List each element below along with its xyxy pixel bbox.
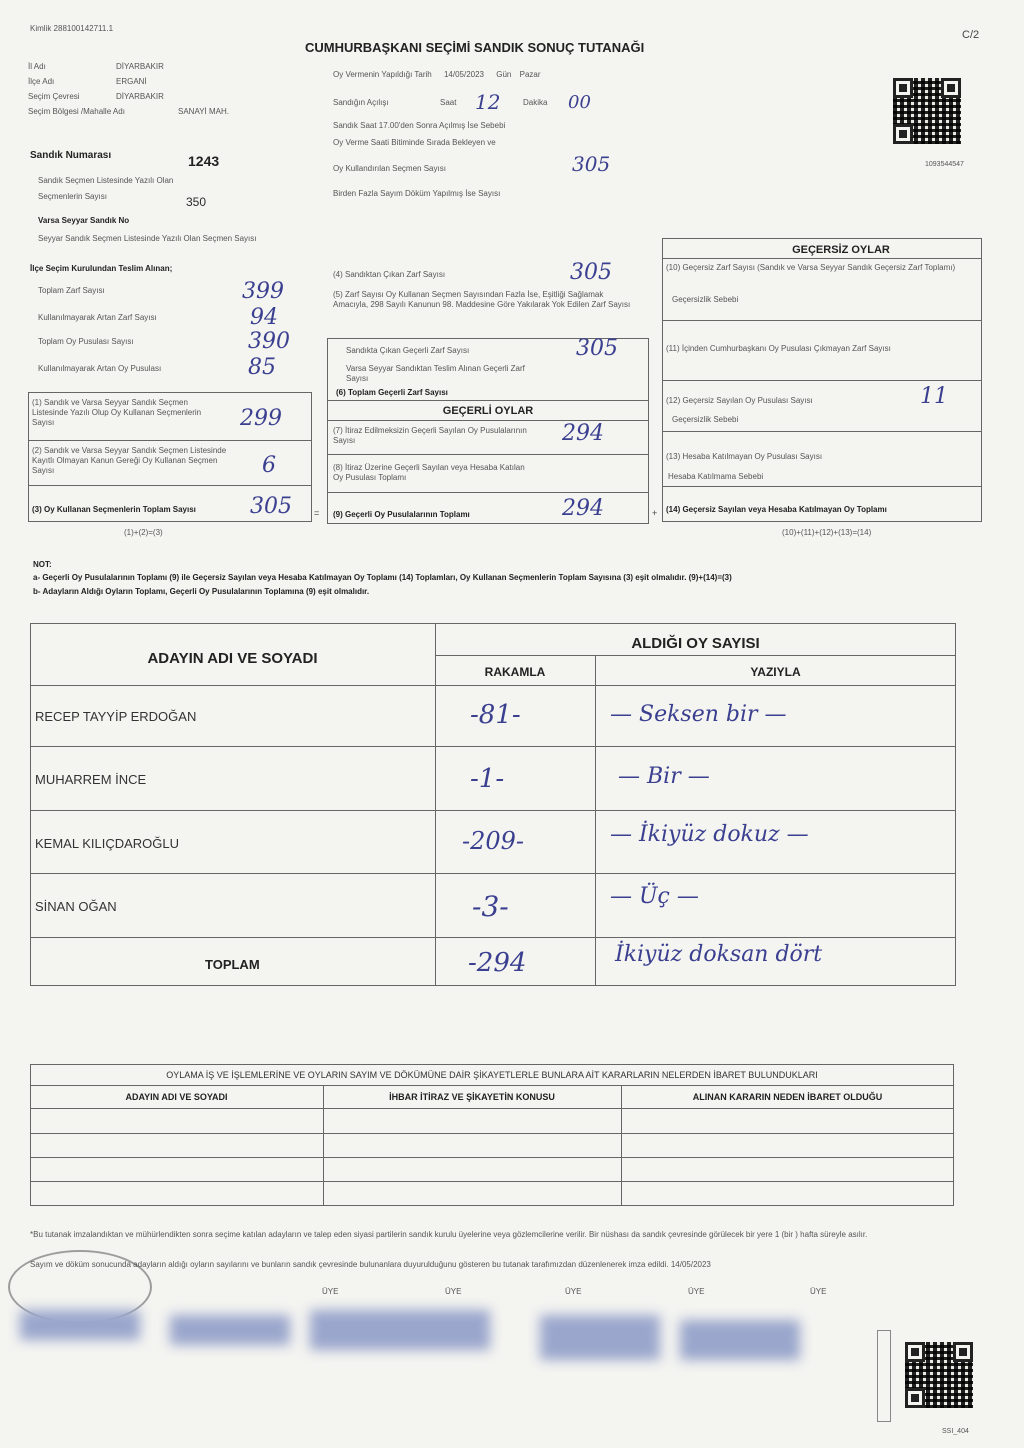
blurred-signatures (20, 1300, 840, 1380)
candidate-votes-numeric: -1- (470, 764, 505, 794)
qr-number: 1093544547 (925, 161, 964, 168)
col-written: YAZIYLA (750, 665, 801, 679)
divider (30, 1085, 954, 1086)
box3-value: 305 (250, 494, 292, 519)
note-b: b- Adayların Aldığı Oyların Toplamı, Geçerli Oy Pusulalarının Toplamına (9) eşit olmalıdır. (33, 587, 370, 596)
col-numeric: RAKAMLA (484, 665, 546, 679)
total-envelopes-value: 399 (242, 279, 284, 304)
neighborhood-row: Seçim Bölgesi /Mahalle Adı SANAYİ MAH. (28, 107, 229, 116)
opening-minute: 00 (568, 92, 591, 113)
plus-sign: + (652, 508, 658, 518)
divider (30, 810, 956, 811)
col-votes: ALDIĞI OY SAYISI (631, 635, 760, 652)
voting-date-row: Oy Vermenin Yapıldığı Tarih 14/05/2023 Gün Pazar (333, 70, 541, 79)
total-envelopes-label: Toplam Zarf Sayısı (38, 286, 105, 295)
total-ballots-label: Toplam Oy Pusulası Sayısı (38, 337, 134, 346)
row12-reason: Geçersizlik Sebebi (672, 415, 739, 424)
opening-label: Sandığın Açılışı (333, 98, 389, 107)
member-label: ÜYE (688, 1287, 705, 1296)
box3-label: (3) Oy Kullanan Seçmenlerin Toplam Sayısı (32, 505, 196, 514)
unused-envelopes-label: Kullanılmayarak Artan Zarf Sayısı (38, 313, 157, 322)
hour-label: Saat (440, 98, 457, 107)
complaints-col2: İHBAR İTİRAZ VE ŞİKAYETİN KONUSU (389, 1092, 555, 1102)
registered-voters-value: 350 (186, 195, 207, 209)
total-votes-written: İkiyüz doksan dört (615, 942, 823, 967)
divider (662, 486, 982, 487)
note-a: a- Geçerli Oy Pusulalarının Toplamı (9) ile Geçersiz Sayılan veya Hesaba Katılmayan Oy Toplamı (14) Toplamları, Oy Kullanan Seçmenlerin Toplam Sayısına (3) eşit olmalıdır. (9)+(14)=(3) (33, 573, 732, 582)
mobile-box-label: Varsa Seyyar Sandık No (38, 216, 130, 225)
divider (323, 1085, 324, 1206)
box2-value: 6 (262, 453, 276, 478)
candidate-name: RECEP TAYYİP ERDOĞAN (35, 709, 197, 724)
received-heading: İlçe Seçim Kurulundan Teslim Alınan; (30, 264, 173, 273)
document-title: CUMHURBAŞKANI SEÇİMİ SANDIK SONUÇ TUTANAĞI (305, 40, 645, 55)
footer-note-2: Sayım ve döküm sonucunda adayların aldığı oyların sayılarını ve bunların sandık çevresinde bulunanlara duyurulduğunu gösteren bu tutanak tarafımızdan düzenlenerek imza edildi. 14/05/2023 (30, 1260, 711, 1269)
candidate-votes-numeric: -209- (462, 827, 525, 855)
qr-finder-icon (893, 124, 913, 144)
row9-label: (9) Geçerli Oy Pusulalarının Toplamı (333, 510, 470, 519)
divider (327, 492, 649, 493)
row14-label: (14) Geçersiz Sayılan veya Hesaba Katılmayan Oy Toplamı (666, 505, 887, 514)
row6b-label: Varsa Seyyar Sandıktan Teslim Alınan Geçerli Zarf Sayısı (346, 364, 525, 383)
divider (30, 1133, 954, 1134)
candidate-votes-numeric: -81- (470, 700, 521, 730)
mobile-box-voters-label: Seyyar Sandık Seçmen Listesinde Yazılı Olan Seçmen Sayısı (38, 234, 257, 243)
row4-label: (4) Sandıktan Çıkan Zarf Sayısı (333, 270, 446, 279)
right-formula: (10)+(11)+(12)+(13)=(14) (782, 528, 872, 537)
box2-label: (2) Sandık ve Varsa Seyyar Sandık Seçmen Listesinde Kayıtlı Olmayan Kanun Gereği Oy Kullanan Seçmen Sayısı (32, 446, 227, 475)
candidate-votes-written: — İkiyüz dokuz — (610, 822, 809, 847)
candidate-votes-numeric: -3- (472, 890, 509, 923)
row6-label: (6) Toplam Geçerli Zarf Sayısı (336, 388, 448, 397)
qr-finder-icon (893, 78, 913, 98)
divider (28, 485, 312, 486)
total-ballots-value: 390 (248, 329, 290, 354)
registered-voters-label2: Seçmenlerin Sayısı (38, 192, 107, 201)
divider (435, 655, 956, 656)
unused-ballots-label: Kullanılmayarak Artan Oy Pusulası (38, 364, 162, 373)
complaints-col1: ADAYIN ADI VE SOYADI (125, 1092, 228, 1102)
row4-value: 305 (570, 260, 612, 285)
box1-value: 299 (240, 406, 282, 431)
ballot-box-number-label: Sandık Numarası (30, 150, 112, 161)
divider (327, 454, 649, 455)
footer-note-1: *Bu tutanak imzalandıktan ve mühürlendikten sonra seçime katılan adayların ve talep eden siyasi partilerin sandık kurulu üyelerine veya gözlemcilerine verilir. Bir nüshası da sandık çevresinde görülecek bir yere 1 (bir ) hafta süreyle asılır. (30, 1230, 868, 1239)
member-label: ÜYE (445, 1287, 462, 1296)
divider (30, 1181, 954, 1182)
qr-finder-icon (905, 1388, 925, 1408)
form-code: SSI_404 (942, 1428, 969, 1435)
complaints-col3: ALINAN KARARIN NEDEN İBARET OLDUĞU (692, 1092, 883, 1102)
divider (30, 746, 956, 747)
unused-ballots-value: 85 (248, 355, 276, 380)
opening-hour: 12 (475, 90, 501, 114)
voters-used-label: Oy Kullandırılan Seçmen Sayısı (333, 164, 446, 173)
candidate-votes-written: — Bir — (618, 764, 710, 789)
divider (30, 685, 956, 686)
row7-value: 294 (562, 421, 604, 446)
row10-reason: Geçersizlik Sebebi (672, 295, 739, 304)
location-info (28, 62, 258, 122)
queue-note: Oy Verme Saati Bitiminde Sırada Bekleyen ve (333, 138, 496, 147)
row9-value: 294 (562, 496, 604, 521)
box1-label: (1) Sandık ve Varsa Seyyar Sandık Seçmen Listesinde Yazılı Olup Oy Kullanan Seçmenlerin Sayısı (32, 398, 202, 427)
candidate-votes-written: — Üç — (610, 884, 699, 909)
constituency-row: Seçim Çevresi DİYARBAKIR (28, 92, 164, 101)
divider (662, 258, 982, 259)
voters-used-value: 305 (572, 152, 611, 176)
row12-value: 11 (920, 384, 948, 409)
row7-label: (7) İtiraz Edilmeksizin Geçerli Sayılan Oy Pusulalarının Sayısı (333, 426, 527, 445)
divider (621, 1085, 622, 1206)
late-opening-note: Sandık Saat 17.00'den Sonra Açılmış İse Sebebi (333, 121, 506, 130)
minute-label: Dakika (523, 98, 548, 107)
candidate-votes-written: — Seksen bir — (610, 702, 787, 727)
notes-title: NOT: (33, 560, 52, 569)
divider (30, 1157, 954, 1158)
divider (30, 937, 956, 938)
row6a-value: 305 (576, 336, 618, 361)
candidate-name: MUHARREM İNCE (35, 772, 147, 787)
row13-label: (13) Hesaba Katılmayan Oy Pusulası Sayısı (666, 452, 823, 461)
candidate-name: SİNAN OĞAN (35, 899, 117, 914)
member-label: ÜYE (322, 1287, 339, 1296)
member-label: ÜYE (565, 1287, 582, 1296)
reference-code: Kimlik 288100142711.1 (30, 24, 114, 33)
valid-votes-heading: GEÇERLİ OYLAR (442, 405, 534, 417)
divider (28, 440, 312, 441)
total-votes-numeric: -294 (468, 948, 527, 978)
divider (30, 873, 956, 874)
row8-label: (8) İtiraz Üzerine Geçerli Sayılan veya Hesaba Katılan Oy Pusulası Toplamı (333, 463, 525, 482)
qr-finder-icon (905, 1342, 925, 1362)
equals-sign: = (314, 508, 320, 518)
vertical-label-strip (877, 1330, 891, 1422)
recount-label: Birden Fazla Sayım Döküm Yapılmış İse Sayısı (333, 189, 501, 198)
row6a-label: Sandıkta Çıkan Geçerli Zarf Sayısı (346, 346, 470, 355)
unused-envelopes-value: 94 (250, 305, 278, 330)
row12-label: (12) Geçersiz Sayılan Oy Pusulası Sayısı (666, 396, 813, 405)
province-row: İl Adı DİYARBAKIR (28, 62, 164, 71)
divider (662, 320, 982, 321)
district-row: İlçe Adı ERGANİ (28, 77, 147, 86)
divider (662, 380, 982, 381)
divider (327, 400, 649, 401)
complaints-title: OYLAMA İŞ VE İŞLEMLERİNE VE OYLARIN SAYIM VE DÖKÜMÜNE DAİR ŞİKAYETLERLE BUNLARA AİT KARARLARIN NELERDEN İBARET BULUNDUKLARI (166, 1070, 818, 1080)
col-candidate-name: ADAYIN ADI VE SOYADI (147, 650, 318, 667)
divider (30, 1108, 954, 1109)
registered-voters-label: Sandık Seçmen Listesinde Yazılı Olan (38, 176, 174, 185)
divider (662, 431, 982, 432)
qr-finder-icon (941, 78, 961, 98)
row13-reason: Hesaba Katılmama Sebebi (668, 472, 764, 481)
qr-finder-icon (953, 1342, 973, 1362)
member-label: ÜYE (810, 1287, 827, 1296)
total-label: TOPLAM (205, 957, 260, 972)
row10-label: (10) Geçersiz Zarf Sayısı (Sandık ve Varsa Seyyar Sandık Geçersiz Zarf Toplamı) (666, 263, 956, 272)
ballot-box-number: 1243 (188, 153, 220, 169)
row11-label: (11) İçinden Cumhurbaşkanı Oy Pusulası Çıkmayan Zarf Sayısı (666, 344, 891, 353)
page-number: C/2 (962, 29, 980, 41)
invalid-votes-heading: GEÇERSİZ OYLAR (792, 244, 890, 256)
candidate-name: KEMAL KILIÇDAROĞLU (35, 836, 180, 851)
row5-label: (5) Zarf Sayısı Oy Kullanan Seçmen Sayısından Fazla İse, Eşitliği Sağlamak Amacıyla, 298 Sayılı Kanunun 98. Maddesine Göre Yakılarak Yok Edilen Zarf Sayısı (333, 290, 631, 309)
left-formula: (1)+(2)=(3) (124, 528, 163, 537)
